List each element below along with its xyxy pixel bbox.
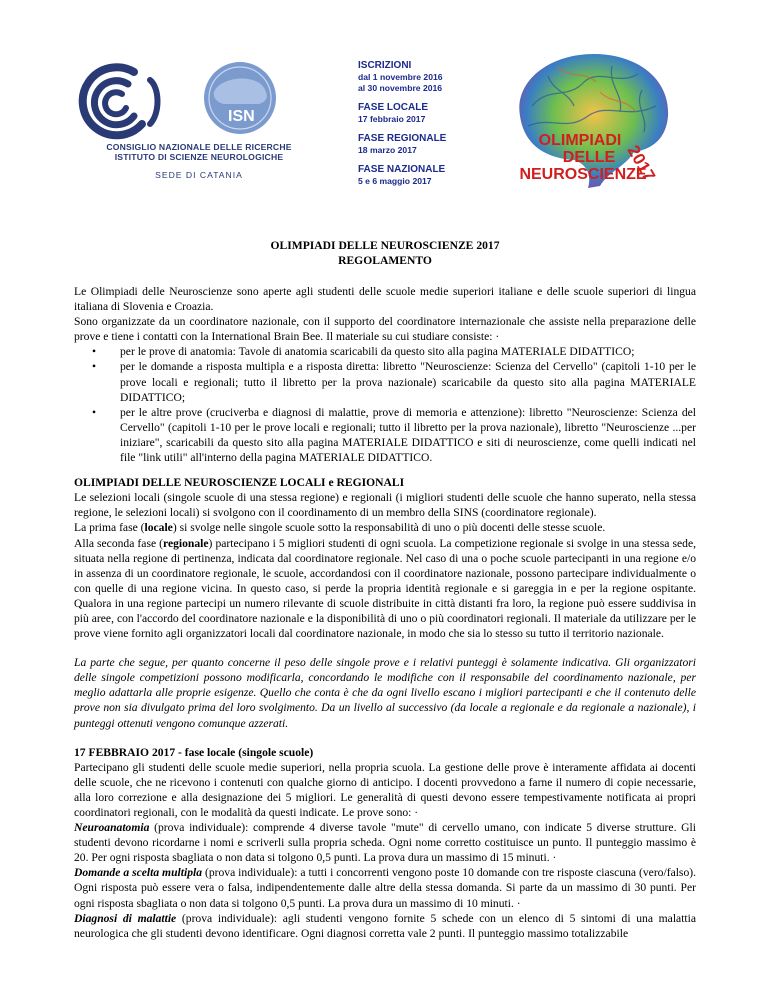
text-run-bold: locale [144, 521, 173, 535]
bullet-icon: • [92, 360, 97, 374]
text-run: ) si svolge nelle singole scuole sotto la responsabilità di uno o più docenti delle stesse scuole. [172, 521, 606, 535]
section-heading-fase-locale: 17 FEBBRAIO 2017 - fase locale (singole scuole) [74, 745, 314, 759]
prova-text: (prova individuale): a tutti i concorrenti vengono poste 10 domande con tre risposte ciascuna (vero/falso). Ogni risposta può essere vera o falsa, indipendentemente dalle altre della stessa domanda. Si parte da un massimo di 30 punti. Per ogni risposta sbagliata o non data si tolgono 0,5 punti. La prova dura un massimo di 10 minuti. · [74, 866, 696, 910]
dates-heading: FASE LOCALE [358, 102, 429, 113]
dates-line: al 30 novembre 2016 [358, 83, 443, 93]
italic-note: La parte che segue, per quanto concerne il peso delle singole prove e i relativi punteggi è solamente indicativa. Gli organizzatori delle singole competizioni possono modificarla, concordando le modifiche con il responsabile del coordinamento nazionale, per meglio adattarla alle proprie esigenze. Quello che conta è che da ogni livello escano i migliori partecipanti e che il contenuto delle prove non sia divulgato prima del loro svolgimento. Da un livello al successivo (da locale a regionale e da regionale a nazionale), i punteggi ottenuti vengono comunque azzerati. [74, 656, 696, 730]
brain-title-line-1: OLIMPIADI [538, 132, 622, 149]
dates-heading: FASE REGIONALE [358, 133, 447, 144]
prova-name: Domande a scelta multipla [74, 866, 203, 880]
cnr-institution-text [64, 142, 334, 180]
section-heading-locali-regionali: OLIMPIADI DELLE NEUROSCIENZE LOCALI e REGIONALI [74, 476, 405, 490]
dates-fase-regionale [358, 133, 488, 156]
text-run-bold: regionale [163, 536, 209, 550]
text-run: ) partecipano i 5 migliori studenti di ogni scuola. La competizione regionale si svolge in una stessa sede, situata nella regione di pertinenza, indicata dal coordinatore regionale. Nel caso di una o poche scuole partecipanti in una regione e/o in assenza di un coordinatore regionale, le scuole, accordandosi con il coordinatore nazionale, possono partecipare individualmente o con quelle di una regione vicina. In questo caso, si perde la propria identità regionale e si gareggia in e per la regione ospitante. Qualora in una regione partecipi un numero rilevante di scuole distribuite in città distanti fra loro, la regione può essere suddivisa in più aree, con l'accordo del coordinatore nazionale e la disponibilità di uno o più coordinatori regionali. Il materiale da utilizzare per le prove viene fornito agli organizzatori locali dal coordinatore nazionale, in modo che sia lo stesso su tutto il territorio nazionale. [74, 536, 696, 641]
prova-diagnosi [74, 911, 696, 941]
text-run: La prima fase ( [74, 521, 145, 535]
dates-line: dal 1 novembre 2016 [358, 72, 443, 82]
intro-paragraph-1: Le Olimpiadi delle Neuroscienze sono aperte agli studenti delle scuole medie superiori italiane e delle scuole superiori di lingua italiana di Slovenia e Croazia. [74, 285, 696, 314]
text-run: Alla seconda fase ( [74, 536, 164, 550]
dates-heading: FASE NAZIONALE [358, 164, 446, 175]
prova-name: Diagnosi di malattie [74, 911, 177, 925]
list-item-text: per le domande a risposta multipla e a risposta diretta: libretto "Neuroscienze: Scienza del Cervello" (capitoli 1-10 per le prove locali e regionali; tutto il libretto per la prova nazionale) scaricabile da questo sito alla pagina MATERIALE DIDATTICO; [120, 360, 696, 404]
page-subtitle: REGOLAMENTO [338, 254, 432, 267]
isn-label: ISN [228, 108, 255, 125]
dates-fase-locale [358, 102, 488, 125]
dates-heading: ISCRIZIONI [358, 60, 412, 71]
list-item [92, 359, 696, 404]
section1-paragraph-2 [74, 520, 696, 535]
brain-title-line-3: NEUROSCIENZE [519, 166, 647, 183]
intro-paragraph-2: Sono organizzate da un coordinatore nazionale, con il supporto del coordinatore internazionale che assiste nella preparazione delle prove e tiene i contatti con la International Brain Bee. Il materiale su cui studiare consiste: · [74, 315, 696, 344]
dates-line: 18 marzo 2017 [358, 145, 417, 155]
dates-fase-nazionale [358, 164, 488, 187]
brain-title-line-2: DELLE [562, 149, 616, 166]
list-item-text: per le prove di anatomia: Tavole di anatomia scaricabili da questo sito alla pagina MATERIALE DIDATTICO; [120, 345, 635, 359]
list-item-text: per le altre prove (cruciverba e diagnosi di malattie, prove di memoria e attenzione): libretto "Neuroscienze: Scienza del Cervello" (capitoli 1-10 per le prove locali e regionali; tutto il libretto per la prova nazionale), libretto "Neuroscienze ...per iniziare", scaricabili da questo sito alla pagina MATERIALE DIDATTICO e siti di neuroscienze, come quelli indicati nel file "link utili" all'interno della pagina MATERIALE DIDATTICO. [120, 405, 696, 465]
page-title: OLIMPIADI DELLE NEUROSCIENZE 2017 [270, 239, 500, 252]
dates-iscrizioni [358, 60, 488, 94]
page-header [0, 0, 768, 200]
dates-line: 5 e 6 maggio 2017 [358, 176, 432, 186]
cnr-line-2: ISTITUTO DI SCIENZE NEUROLOGICHE [114, 152, 284, 162]
cnr-sede: SEDE DI CATANIA [155, 170, 243, 180]
bullet-icon: • [92, 405, 97, 419]
olimpiadi-brain-logo [508, 46, 678, 194]
prova-text: (prova individuale): comprende 4 diverse tavole "mute" di cervello umano, con indicate 5 diverse strutture. Gli studenti devono ricordarne i nomi e scriverli sulla propria scheda. Ogni nome corretto costituisce un punto. Il punteggio massimo è 20. Per ogni risposta sbagliata o non data si tolgono 0,5 punti. La prova dura un massimo di 15 minuti. · [74, 821, 696, 865]
section1-paragraph-3 [74, 536, 696, 642]
prova-name: Neuroanatomia [74, 821, 150, 835]
bullet-icon: • [92, 345, 97, 359]
prova-neuroanatomia [74, 820, 696, 865]
section2-paragraph-1: Partecipano gli studenti delle scuole medie superiori, nella propria scuola. La gestione delle prove è interamente affidata ai docenti delle scuole, che ne ricevono i contenuti con qualche giorno di anticipo. I docenti provvedono a farne il numero di copie necessarie, alla loro correzione e alla designazione dei 5 migliori. Le generalità di questi devono essere tempestivamente notificata ai propri coordinatori regionali, con le modalità da questi indicate. Le prove sono: · [74, 760, 696, 819]
prova-text: (prova individuale): agli studenti vengono fornite 5 schede con un elenco di 5 sintomi di una malattia neurologica che gli studenti devono identificare. Ogni diagnosi corretta vale 2 punti. Il punteggio massimo totalizzabile [74, 911, 697, 940]
cnr-line-1: CONSIGLIO NAZIONALE DELLE RICERCHE [106, 142, 292, 152]
list-item [92, 405, 696, 465]
prova-scelta-multipla [74, 865, 696, 910]
materials-list [74, 344, 696, 465]
regolamento-body [74, 238, 696, 941]
cnr-isn-logo [64, 62, 334, 182]
list-item [92, 344, 696, 359]
key-dates [358, 60, 488, 195]
cnr-emblem-icon [64, 62, 334, 142]
brain-year: 2017 [623, 142, 659, 185]
dates-line: 17 febbraio 2017 [358, 114, 426, 124]
section1-paragraph-1: Le selezioni locali (singole scuole di una stessa regione) e regionali (i migliori studenti delle scuole che hanno superato, nella stessa regione, le selezioni locali) si svolgono con il coordinamento di un membro della SINS (coordinatore regionale). [74, 491, 696, 520]
